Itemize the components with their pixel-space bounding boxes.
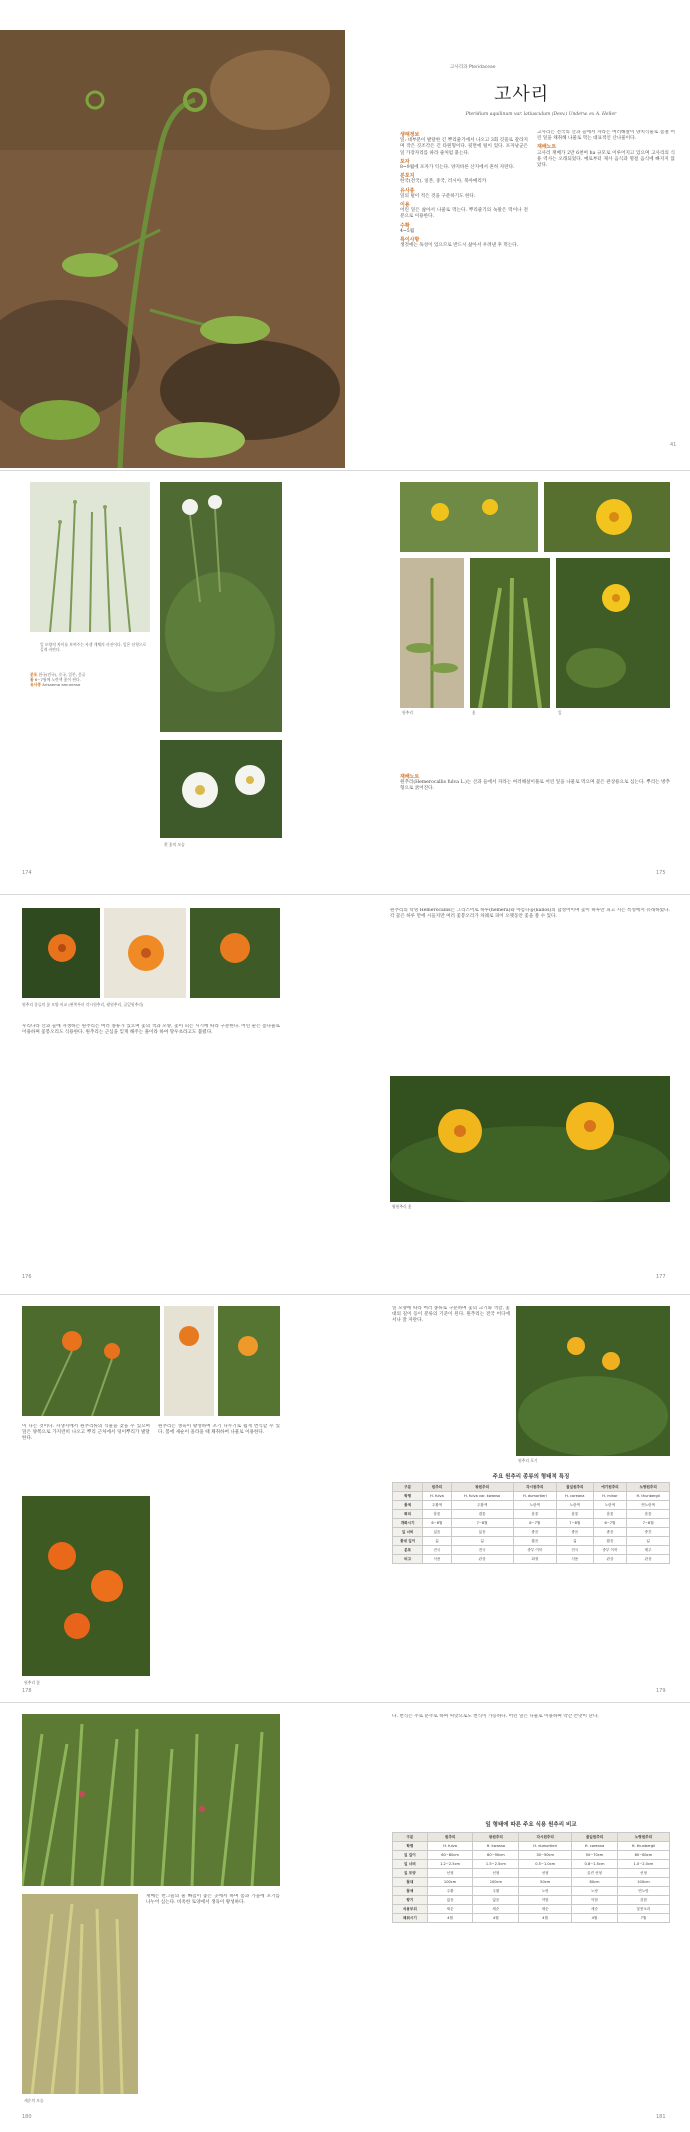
table-cell: 잎 모양 bbox=[393, 1869, 428, 1878]
table-cell: 전국 bbox=[451, 1546, 513, 1555]
table-header-cell: 골잎원추리 bbox=[556, 1483, 593, 1492]
table-cell: 없음 bbox=[427, 1896, 473, 1905]
table-cell: 긺 bbox=[423, 1537, 451, 1546]
left-caption: 잎 모양의 차이를 보여주는 자생 개체의 사진이다. 잎은 선형으로 길게 자란다. bbox=[40, 642, 147, 652]
table-cell: 겹꽃 bbox=[451, 1510, 513, 1519]
lily-photo-small-1 bbox=[164, 1306, 214, 1416]
table-cell: 넓음 bbox=[451, 1528, 513, 1537]
table-cell: 좁음 bbox=[556, 1528, 593, 1537]
table-cell: 향기 bbox=[393, 1896, 428, 1905]
table-cell: 선형 bbox=[427, 1869, 473, 1878]
table-cell: 분포 bbox=[393, 1546, 423, 1555]
left-info: 분포 한국(전국), 중국, 일본, 몽골 꽃 6~7월에 노란색 꽃이 핀다. 유사종 Arisaema amurense bbox=[30, 672, 86, 687]
table-cell: 50cm bbox=[519, 1878, 572, 1887]
table-header-cell: 노랑원추리 bbox=[617, 1833, 669, 1842]
bottom-caption: 새순의 모습 bbox=[24, 2098, 44, 2103]
table-cell: H. dumortieri bbox=[519, 1842, 572, 1851]
orange-lily-field-photo bbox=[22, 1306, 160, 1416]
table-cell: 100cm bbox=[617, 1878, 669, 1887]
flower-caption: 흰 꽃의 모습 bbox=[164, 842, 185, 847]
yellow-flower-photo-2 bbox=[544, 482, 670, 552]
table-cell: 홑꽃 bbox=[556, 1510, 593, 1519]
table-cell: H. thunbergii bbox=[617, 1842, 669, 1851]
table-cell: 새순 bbox=[519, 1905, 572, 1914]
table-cell: 식용 bbox=[556, 1555, 593, 1564]
page-number-right: 175 bbox=[656, 870, 666, 876]
table-cell: 1.2~2.5cm bbox=[427, 1860, 473, 1869]
table-cell: 노란색 bbox=[593, 1501, 627, 1510]
plant-title: 고사리 bbox=[494, 84, 550, 105]
table-row bbox=[393, 1546, 670, 1555]
table-cell: 연노란색 bbox=[627, 1501, 670, 1510]
table-cell: H. coreana bbox=[556, 1492, 593, 1501]
table-row bbox=[393, 1510, 670, 1519]
table-cell: 0.8~1.5cm bbox=[572, 1860, 618, 1869]
orange-lily-photo-2 bbox=[104, 908, 186, 998]
table-cell: 학명 bbox=[393, 1842, 428, 1851]
left-caption: 원추리 꽃 bbox=[24, 1680, 40, 1685]
table-cell: 0.5~1.0cm bbox=[519, 1860, 572, 1869]
table-cell: 선형 bbox=[519, 1869, 572, 1878]
table-cell: 짧음 bbox=[593, 1537, 627, 1546]
mid-body-text: 원추리는 생육이 왕성하여 포기 나누기로 쉽게 번식할 수 있다. 봄에 새순이 올라올 때 채취하여 나물로 이용한다. bbox=[158, 1424, 280, 1436]
table-cell: 식용부위 bbox=[393, 1905, 428, 1914]
table-cell: 노란색 bbox=[556, 1501, 593, 1510]
table-cell: 6~7월 bbox=[513, 1519, 556, 1528]
right-body-text: 다. 번식은 주로 분주로 하며 씨앗으로도 번식이 가능하다. 어린 잎은 나물로 이용하며 약간 쓴맛이 난다. bbox=[392, 1714, 599, 1719]
table-cell: 꽃대 bbox=[393, 1878, 428, 1887]
table-cell: 새순 bbox=[473, 1905, 519, 1914]
spread-divider bbox=[0, 470, 690, 471]
table-row bbox=[393, 1914, 670, 1923]
table-cell: 노랑 bbox=[519, 1887, 572, 1896]
page-number-right: 179 bbox=[656, 1688, 666, 1694]
caption-right-3: 잎 bbox=[558, 710, 562, 715]
orange-lily-cluster-photo bbox=[22, 1496, 150, 1676]
bottom-caption: 왕원추리 꽃 bbox=[392, 1204, 412, 1209]
table-cell: 30~50cm bbox=[519, 1851, 572, 1860]
table-title: 주요 원추리 종류의 형태적 특징 bbox=[492, 1474, 570, 1480]
table-cell: 선형 bbox=[473, 1869, 519, 1878]
table-row bbox=[393, 1869, 670, 1878]
table-cell: 새순 bbox=[572, 1905, 618, 1914]
table-cell: 꽃봉오리 bbox=[617, 1905, 669, 1914]
spread-divider bbox=[0, 894, 690, 895]
table-cell: 골진 선형 bbox=[572, 1869, 618, 1878]
table-cell: 화피 bbox=[393, 1510, 423, 1519]
table-cell: 7월 bbox=[617, 1914, 669, 1923]
table-cell: 중부 이북 bbox=[593, 1546, 627, 1555]
table-cell: 노란색 bbox=[513, 1501, 556, 1510]
table-cell: 4월 bbox=[427, 1914, 473, 1923]
table-cell: 꽃색 bbox=[393, 1887, 428, 1896]
table-cell: 노랑 bbox=[572, 1887, 618, 1896]
lily-photo-small-2 bbox=[218, 1306, 280, 1416]
table-cell: 1.0~2.0cm bbox=[617, 1860, 669, 1869]
table-cell: H. coreana bbox=[572, 1842, 618, 1851]
spread-1 bbox=[0, 0, 690, 468]
table-row bbox=[393, 1528, 670, 1537]
table-cell: 100cm bbox=[473, 1878, 519, 1887]
right-body-text: 재배노트 원추리(Hemerocallis fulva L.)는 산과 들에서 자라는 여러해살이풀로 어린 잎을 나물로 먹으며 꽃은 관상용으로 심는다. 뿌리는 방추형으로 굵어진다. bbox=[400, 774, 670, 792]
table-header-cell: 구분 bbox=[393, 1833, 428, 1842]
lily-plant-photo bbox=[516, 1306, 670, 1456]
table-header-cell: 왕원추리 bbox=[451, 1483, 513, 1492]
table-cell: 긺 bbox=[627, 1537, 670, 1546]
table-cell: 없음 bbox=[473, 1896, 519, 1905]
table-header-cell: 노랑원추리 bbox=[627, 1483, 670, 1492]
table-cell: 개화시기 bbox=[393, 1519, 423, 1528]
left-body-text: 우리나라 산과 들에 자생하는 원추리는 여러 종류가 있으며 꽃의 색과 모양, 꽃이 피는 시기에 따라 구분한다. 어린 순은 봄나물로 이용하며 꽃봉오리도 식용한다. 원추리는 근심을 잊게 해주는 풀이라 하여 망우초라고도 불렸다. bbox=[22, 1024, 280, 1036]
plant-photo-daisy bbox=[160, 740, 282, 838]
table-cell: H. fulva var. kwanso bbox=[451, 1492, 513, 1501]
spread-5 bbox=[0, 1704, 690, 2132]
table-row bbox=[393, 1905, 670, 1914]
table-cell: 6~7월 bbox=[593, 1519, 627, 1528]
table-header-cell: 원추리 bbox=[423, 1483, 451, 1492]
grass-field-photo bbox=[22, 1714, 280, 1886]
info-left-column: 생태정보 잎: 대부분이 발달한 긴 뿌리줄기에서 나오고 3회 깃꼴로 갈라지며 작은 깃조각은 긴 타원형이다. 뒷면에 털이 있다. 포자낭군은 잎 가장자리를 따라 줄처럼 붙는다. 포자 8~9월에 포자가 익는다. 양지바른 산지에서 흔히 자란다. 분포지 한국(전국), 일본, 중국, 러시아, 북아메리카 유사종 잎의 털이 적은 것을 구분하기도 한다. 이용 어린 잎은 삶아서 나물로 먹는다. 뿌리줄기의 녹말은 떡이나 전분으로 이용한다. 수확 4~5월 특이사항 생것에는 독성이 있으므로 반드시 삶아서 우려낸 후 먹는다. bbox=[400, 132, 528, 249]
table-cell: H. minor bbox=[593, 1492, 627, 1501]
fern-photo bbox=[0, 30, 345, 468]
yellow-lily-photo bbox=[390, 1076, 670, 1202]
table-cell: 7~8월 bbox=[627, 1519, 670, 1528]
table-header-cell: 각시원추리 bbox=[519, 1833, 572, 1842]
table-row bbox=[393, 1851, 670, 1860]
table-cell: 홑꽃 bbox=[627, 1510, 670, 1519]
table-cell: 연노랑 bbox=[617, 1887, 669, 1896]
page-number-left: 180 bbox=[22, 2114, 32, 2120]
table-cell: 80cm bbox=[572, 1878, 618, 1887]
table-row bbox=[393, 1537, 670, 1546]
table-cell: 넓음 bbox=[423, 1528, 451, 1537]
table-cell: 100cm bbox=[427, 1878, 473, 1887]
table-cell: 주황색 bbox=[423, 1501, 451, 1510]
table-cell: 1.5~2.5cm bbox=[473, 1860, 519, 1869]
table-cell: 주황색 bbox=[451, 1501, 513, 1510]
plant-photo-leaves bbox=[470, 558, 550, 708]
comparison-table bbox=[392, 1832, 670, 1923]
table-cell: 선형 bbox=[617, 1869, 669, 1878]
table-cell: 좁음 bbox=[513, 1528, 556, 1537]
table-cell: 중부 이북 bbox=[513, 1546, 556, 1555]
table-header-cell: 애기원추리 bbox=[593, 1483, 627, 1492]
table-cell: H. fulva bbox=[423, 1492, 451, 1501]
table-header-cell: 왕원추리 bbox=[473, 1833, 519, 1842]
table-cell: 홑꽃 bbox=[513, 1510, 556, 1519]
table-cell: 관상 bbox=[593, 1555, 627, 1564]
table-cell: 제주 bbox=[627, 1546, 670, 1555]
scientific-name: Pteridium aquilinum var. latiusculum (Desv.) Underw. ex A. Heller bbox=[465, 112, 617, 117]
plant-photo-grass bbox=[30, 482, 150, 632]
table-cell: 7~8월 bbox=[556, 1519, 593, 1528]
spread-2 bbox=[0, 472, 690, 892]
table-row bbox=[393, 1519, 670, 1528]
table-cell: 식용 bbox=[423, 1555, 451, 1564]
table-cell: 관상 bbox=[627, 1555, 670, 1564]
spread-divider bbox=[0, 1294, 690, 1295]
table-cell: 강함 bbox=[617, 1896, 669, 1905]
page-number-left: 176 bbox=[22, 1274, 32, 1280]
table-cell: 약함 bbox=[519, 1896, 572, 1905]
table-cell: H. fulva bbox=[427, 1842, 473, 1851]
spread-divider bbox=[0, 1702, 690, 1703]
table-row bbox=[393, 1492, 670, 1501]
orange-lily-photo-3 bbox=[190, 908, 280, 998]
table-cell: 긺 bbox=[451, 1537, 513, 1546]
table-row bbox=[393, 1501, 670, 1510]
table-row bbox=[393, 1887, 670, 1896]
table-row bbox=[393, 1860, 670, 1869]
spread-4 bbox=[0, 1296, 690, 1700]
table-cell: 주황 bbox=[427, 1887, 473, 1896]
page-number-left: 178 bbox=[22, 1688, 32, 1694]
plant-photo-white-flowers bbox=[160, 482, 282, 732]
table-row bbox=[393, 1878, 670, 1887]
table-cell: 홑꽃 bbox=[593, 1510, 627, 1519]
yellow-flower-photo-1 bbox=[400, 482, 538, 552]
left-body-text: 재배는 반그늘의 물 빠짐이 좋은 곳에서 하며 봄과 가을에 포기를 나누어 심는다. 비옥한 토양에서 생육이 왕성하다. bbox=[146, 1894, 280, 1906]
table-cell: 6~8월 bbox=[423, 1519, 451, 1528]
table-header-cell: 원추리 bbox=[427, 1833, 473, 1842]
table-cell: 비고 bbox=[393, 1555, 423, 1564]
info-right-column: 고사리는 전국의 산과 들에서 자라는 여러해살이 양치식물로 봄철 어린 잎을 채취해 나물로 먹는 대표적인 산나물이다. 재배노트 고사리 재배가 2만 6천여 ha 규모로 이루어지고 있으며 고사리의 식용 역사는 오래되었다. 예로부터 제사 음식과 명절 음식에 빠지지 않았다. bbox=[537, 130, 675, 169]
plant-photo-flowers bbox=[556, 558, 670, 708]
table-cell: 새순 bbox=[427, 1905, 473, 1914]
table-cell: 4월 bbox=[519, 1914, 572, 1923]
page-number-right: 177 bbox=[656, 1274, 666, 1280]
table-cell: 잎 길이 bbox=[393, 1851, 428, 1860]
table-cell: 중간 bbox=[627, 1528, 670, 1537]
table-cell: 60~90cm bbox=[473, 1851, 519, 1860]
table-cell: 채취시기 bbox=[393, 1914, 428, 1923]
comparison-table bbox=[392, 1482, 670, 1564]
right-body-text: 잎 모양에 따라 여러 종류로 구분하며 꽃의 크기와 색깔, 꽃대의 길이 등이 분류의 기준이 된다. 원추리는 전국 어디에서나 잘 자란다. bbox=[392, 1306, 510, 1324]
table-title: 잎 형태에 따른 주요 식용 원추리 비교 bbox=[485, 1822, 577, 1828]
top-caption: 원추리 종류의 꽃 모양 비교 (왼쪽부터 각시원추리, 왕원추리, 골잎원추리) bbox=[22, 1002, 144, 1007]
page-number-right: 181 bbox=[656, 2114, 666, 2120]
table-cell: 7~8월 bbox=[451, 1519, 513, 1528]
table-cell: 60~80cm bbox=[427, 1851, 473, 1860]
table-row bbox=[393, 1555, 670, 1564]
table-cell: 짧음 bbox=[513, 1537, 556, 1546]
table-cell: 4월 bbox=[473, 1914, 519, 1923]
table-header-cell: 각시원추리 bbox=[513, 1483, 556, 1492]
table-cell: 전국 bbox=[423, 1546, 451, 1555]
right-body-text: 원추리의 학명 Hemerocallis는 그리스어로 하루(hemera)와 아름다움(kallos)의 합성어이며 꽃이 하루만 피고 지는 특성에서 유래하였다. 각 꽃은 하루 만에 시들지만 여러 꽃봉오리가 차례로 피어 오랫동안 꽃을 볼 수 있다. bbox=[390, 908, 670, 920]
caption-right-2: 꽃 bbox=[472, 710, 476, 715]
table-cell: H. thunbergii bbox=[627, 1492, 670, 1501]
page-number: 41 bbox=[670, 442, 677, 448]
right-caption: 원추리 포기 bbox=[518, 1458, 538, 1463]
plant-photo-tall bbox=[400, 558, 464, 708]
table-cell: 꽃대 길이 bbox=[393, 1537, 423, 1546]
spread-3 bbox=[0, 896, 690, 1292]
table-cell: 잎 너비 bbox=[393, 1528, 423, 1537]
table-cell: 주황 bbox=[473, 1887, 519, 1896]
table-cell: 좁음 bbox=[593, 1528, 627, 1537]
table-cell: 관상 bbox=[451, 1555, 513, 1564]
table-cell: 학명 bbox=[393, 1492, 423, 1501]
table-row bbox=[393, 1896, 670, 1905]
caption-right-1: 원추리 bbox=[402, 710, 414, 715]
table-cell: 긺 bbox=[556, 1537, 593, 1546]
orange-lily-photo-1 bbox=[22, 908, 100, 998]
table-cell: 4월 bbox=[572, 1914, 618, 1923]
table-cell: 50~70cm bbox=[572, 1851, 618, 1860]
table-cell: H. kwanso bbox=[473, 1842, 519, 1851]
page-number-left: 174 bbox=[22, 870, 32, 876]
table-header-cell: 골잎원추리 bbox=[572, 1833, 618, 1842]
table-cell: H. dumortieri bbox=[513, 1492, 556, 1501]
table-cell: 전국 bbox=[556, 1546, 593, 1555]
table-row bbox=[393, 1842, 670, 1851]
table-header-cell: 구분 bbox=[393, 1483, 423, 1492]
young-shoots-photo bbox=[22, 1894, 138, 2094]
table-cell: 꽃색 bbox=[393, 1501, 423, 1510]
left-body-text: 이 나는 것이다. 자생지에서 원추리류의 식물을 찾을 수 있으며 잎은 양쪽으로 가지런히 나오고 뿌리 근처에서 덩이뿌리가 발달한다. bbox=[22, 1424, 150, 1442]
category-label: 고사리과 Pteridaceae bbox=[450, 65, 496, 70]
table-cell: 희귀 bbox=[513, 1555, 556, 1564]
table-cell: 약함 bbox=[572, 1896, 618, 1905]
table-cell: 60~80cm bbox=[617, 1851, 669, 1860]
table-cell: 잎 너비 bbox=[393, 1860, 428, 1869]
table-cell: 홑꽃 bbox=[423, 1510, 451, 1519]
